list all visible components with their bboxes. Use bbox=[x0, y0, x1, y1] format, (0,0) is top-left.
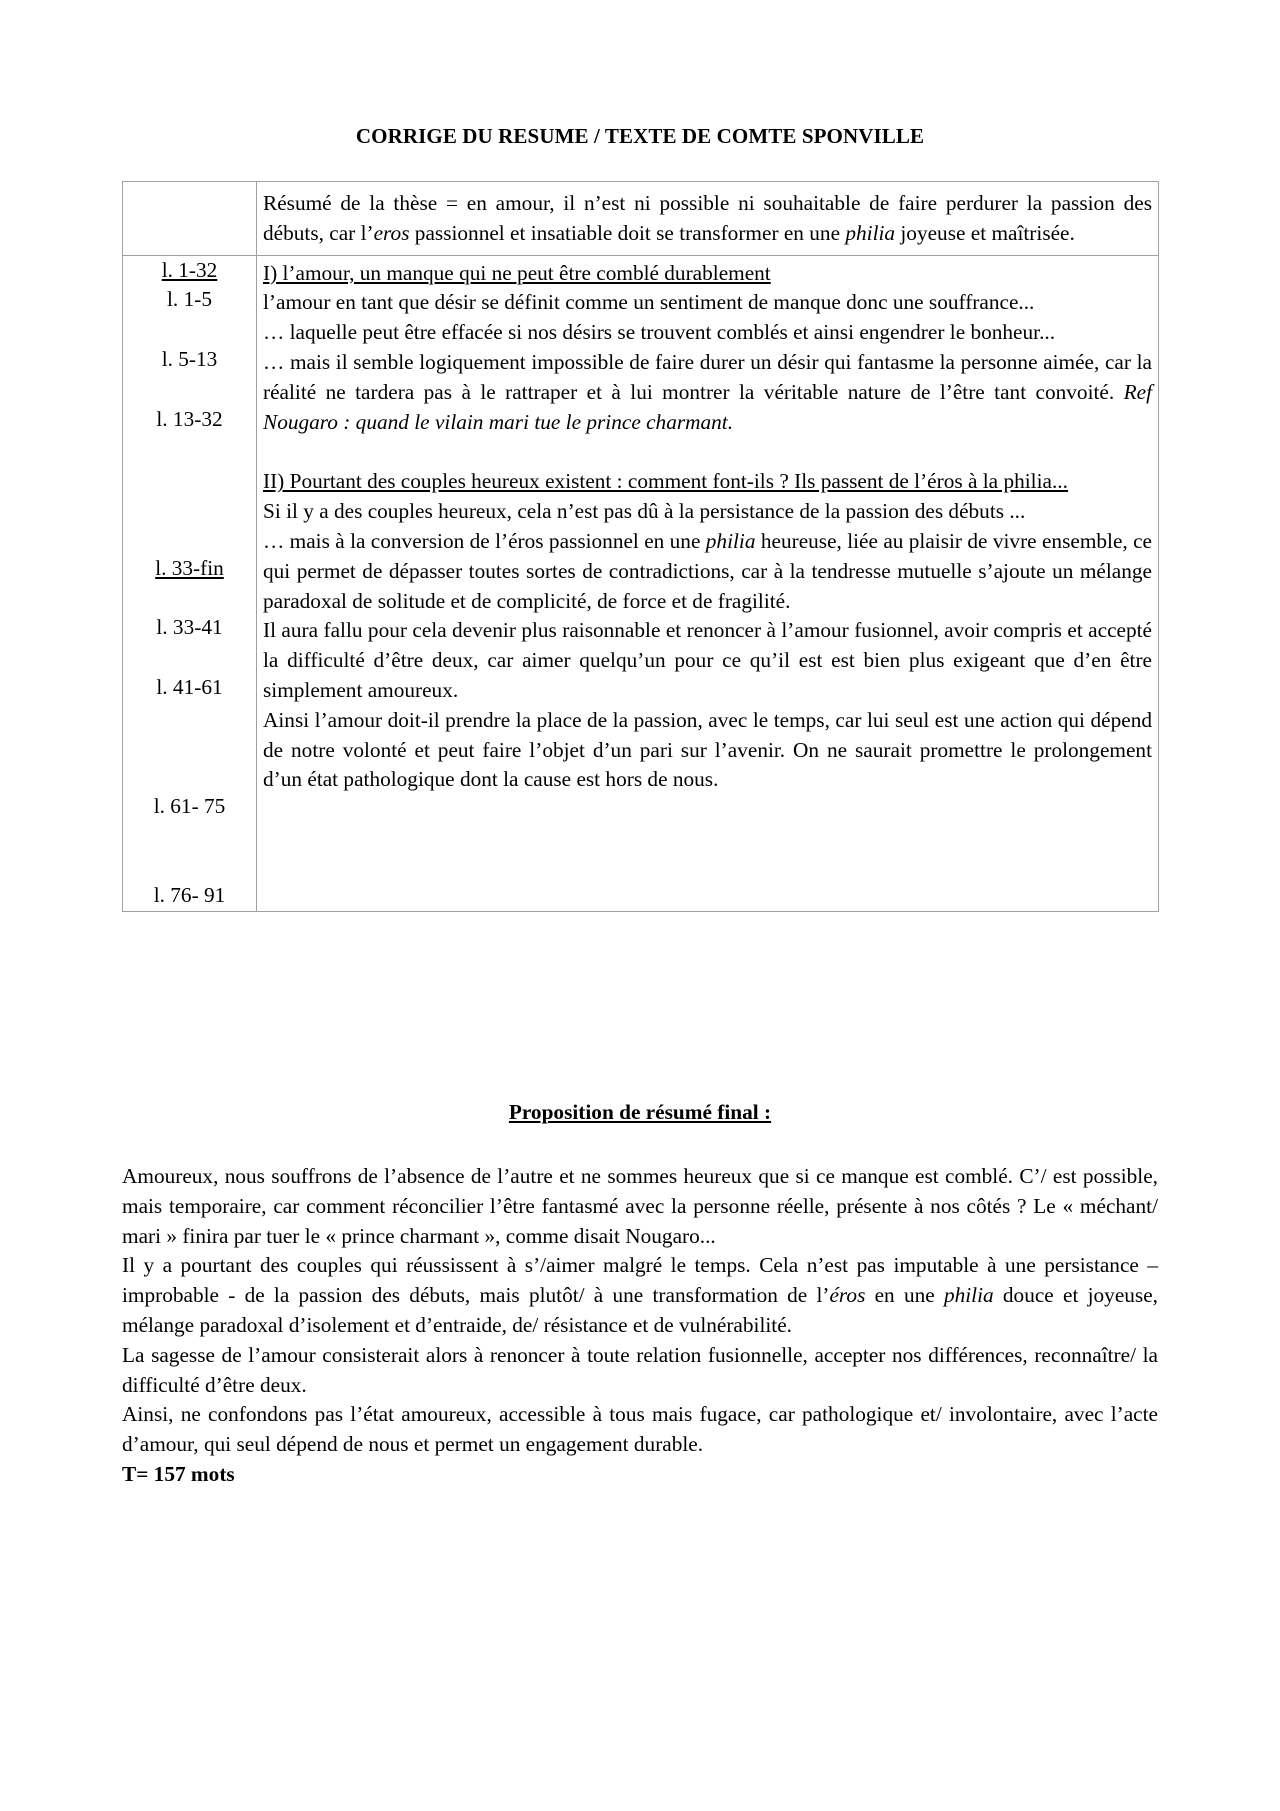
final-p2-text: en une bbox=[865, 1283, 944, 1308]
part1-row2-text: … laquelle peut être effacée si nos désirs se trouvent comblés et ainsi engendrer le bonheur... bbox=[263, 320, 1056, 345]
section-spacer bbox=[263, 437, 1152, 467]
thesis-text: Résumé de la thèse = en amour, il n’est ni possible ni souhaitable de faire perdurer la passion des débuts, car l’ bbox=[263, 191, 1152, 245]
part2-row2-text bbox=[263, 527, 1152, 616]
part2-row2-range: l. 41-61 bbox=[156, 674, 223, 699]
eros-term: éros bbox=[829, 1283, 866, 1308]
outline-content-column bbox=[257, 255, 1159, 912]
part2-row1-range: l. 33-41 bbox=[156, 615, 223, 640]
part2-row4-text: Ainsi l’amour doit-il prendre la place de la passion, avec le temps, car lui seul est une action qui dépend de notre volonté et peut faire l’objet d’un pari sur l’avenir. On ne saurait promettre le prolongement d’un état pathologique dont la cause est hors de nous. bbox=[263, 707, 1152, 792]
part2-range: l. 33-fin bbox=[155, 555, 224, 580]
part1-heading: I) l’amour, un manque qui ne peut être comblé durablement bbox=[263, 260, 771, 285]
part1-row1-text: l’amour en tant que désir se définit comme un sentiment de manque donc une souffrance... bbox=[263, 290, 1035, 315]
line-ranges-column bbox=[123, 255, 257, 912]
part1-row1-range: l. 1-5 bbox=[167, 287, 212, 312]
part2-row1-text: Si il y a des couples heureux, cela n’est pas dû à la persistance de la passion des débuts ... bbox=[263, 499, 1026, 524]
final-p2-text: douce et joyeuse, mélange paradoxal d’isolement et d’entraide, de/ résistance et de vulnérabilité. bbox=[122, 1283, 1158, 1337]
philia-term: philia bbox=[943, 1283, 994, 1308]
part2-row3-text: Il aura fallu pour cela devenir plus raisonnable et renoncer à l’amour fusionnel, avoir compris et accepté la difficulté d’être deux, car aimer quelqu’un pour ce qu’il est est bien plus exigeant que d’en être simplement amoureux. bbox=[263, 618, 1152, 702]
correction-table bbox=[122, 181, 1159, 912]
final-paragraph-1: Amoureux, nous souffrons de l’absence de l’autre et ne sommes heureux que si ce manque est comblé. C’/ est possible, mais temporaire, car comment réconcilier l’être fantasmé avec la personne réelle, présente à nos côtés ? Le « méchant/ mari » finira par tuer le « prince charmant », comme disait Nougaro... bbox=[122, 1164, 1158, 1248]
thesis-row bbox=[123, 182, 1159, 256]
part2-heading: II) Pourtant des couples heureux existent : comment font-ils ? Ils passent de l’éros à la philia... bbox=[263, 469, 1068, 494]
final-paragraph-4: Ainsi, ne confondons pas l’état amoureux, accessible à tous mais fugace, car pathologique et/ involontaire, avec l’acte d’amour, qui seul dépend de nous et permet un engagement durable. bbox=[122, 1402, 1158, 1457]
thesis-line-cell bbox=[123, 182, 257, 256]
part1-row3-body: … mais il semble logiquement impossible de faire durer un désir qui fantasme la personne aimée, car la réalité ne tardera pas à le rattraper et à lui montrer la véritable nature de l’être tant convoité. bbox=[263, 349, 1152, 404]
part1-range: l. 1-32 bbox=[161, 257, 218, 282]
part1-row3-range: l. 13-32 bbox=[156, 406, 223, 431]
final-paragraph-2 bbox=[122, 1251, 1158, 1340]
part2-row2-body: heureuse, liée au plaisir de vivre ensemble, ce qui permet de dépasser toutes sortes de contradictions, car à la tendresse mutuelle s’ajoute un mélange paradoxal de solitude et de complicité, de force et de fragilité. bbox=[263, 528, 1152, 613]
part1-row2-range: l. 5-13 bbox=[161, 346, 218, 371]
thesis-summary bbox=[257, 182, 1159, 256]
final-p2-text: Il y a pourtant des couples qui réussissent à s’/aimer malgré le temps. Cela n’est pas imputable à une persistance – improbable - de la passion des débuts, mais plutôt/ à une transformation de l’ bbox=[122, 1253, 1158, 1308]
part2-row3-range: l. 61- 75 bbox=[153, 793, 226, 818]
thesis-eros-term: eros bbox=[373, 220, 410, 245]
final-summary-heading: Proposition de résumé final : bbox=[508, 1100, 772, 1124]
part2-row2-body: … mais à la conversion de l’éros passionnel en une bbox=[263, 528, 706, 553]
nougaro-reference: Ref Nougaro : quand le vilain mari tue le prince charmant. bbox=[263, 379, 1152, 434]
final-summary bbox=[122, 1162, 1158, 1490]
part1-row3-text bbox=[263, 348, 1152, 437]
thesis-philia-term: philia bbox=[845, 220, 896, 245]
philia-term: philia bbox=[705, 528, 756, 553]
outline-row bbox=[123, 255, 1159, 912]
thesis-text: joyeuse et maîtrisée. bbox=[895, 220, 1075, 245]
thesis-text: passionnel et insatiable doit se transformer en une bbox=[409, 220, 846, 245]
page-title: CORRIGE DU RESUME / TEXTE DE COMTE SPONVILLE bbox=[355, 124, 925, 148]
word-count: T= 157 mots bbox=[122, 1461, 235, 1486]
part2-row4-range: l. 76- 91 bbox=[153, 883, 226, 908]
final-paragraph-3: La sagesse de l’amour consisterait alors à renoncer à toute relation fusionnelle, accepter nos différences, reconnaître/ la difficulté d’être deux. bbox=[122, 1342, 1158, 1397]
